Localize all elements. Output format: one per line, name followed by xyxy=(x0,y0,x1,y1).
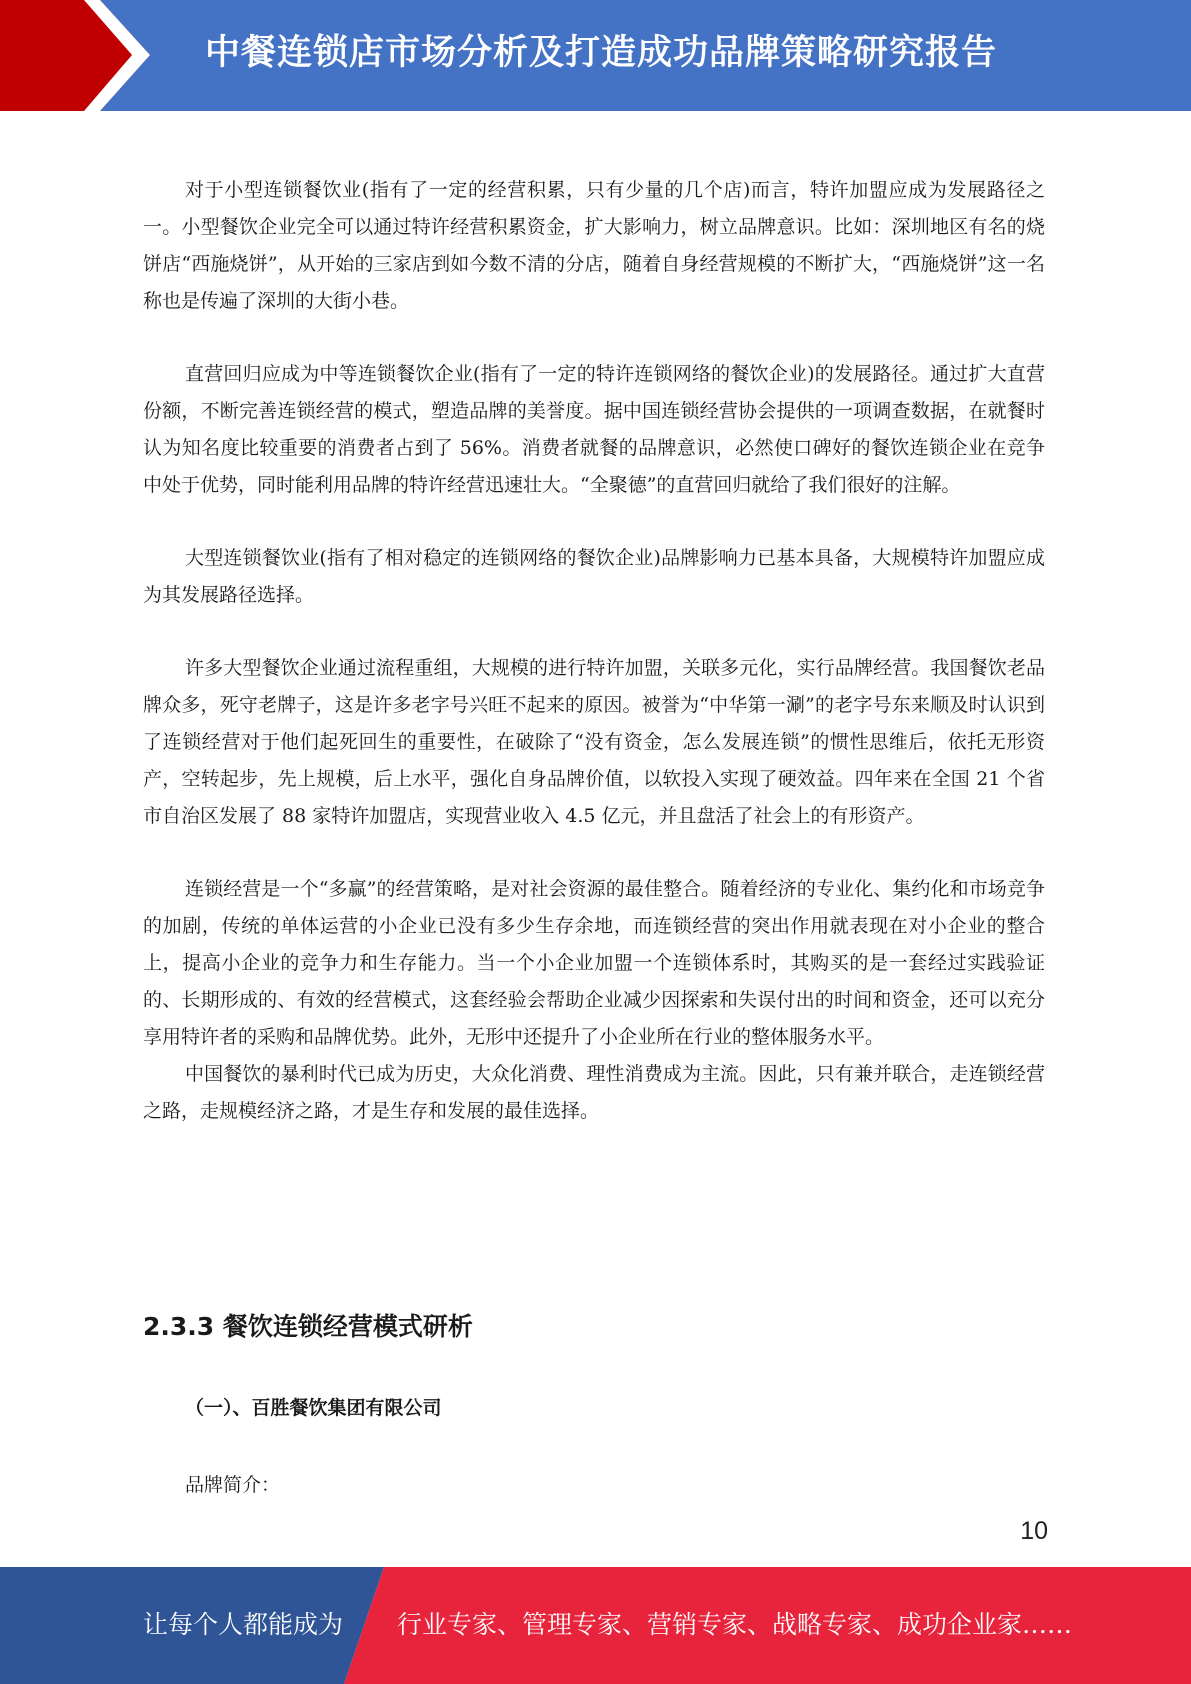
paragraph-medium-chains: 直营回归应成为中等连锁餐饮企业(指有了一定的特许连锁网络的餐饮企业)的发展路径。通过扩大直营份额，不断完善连锁经营的模式，塑造品牌的美誉度。据中国连锁经营协会提供的一项调查数据，在就餐时认为知名度比较重要的消费者占到了 56%。消费者就餐的品牌意识，必然使口碑好的餐饮连锁企业在竞争中处于优势，同时能利用品牌的特许经营迅速壮大。“全聚德”的直营回归就给了我们很好的注解。 xyxy=(143,363,1045,496)
subsection-heading: （一）、百胜餐饮集团有限公司 xyxy=(185,1397,442,1419)
brand-intro-label: 品牌简介： xyxy=(185,1474,281,1496)
section-heading: 2.3.3 餐饮连锁经营模式研析 xyxy=(143,1312,473,1341)
paragraph-franchise-restructuring: 许多大型餐饮企业通过流程重组，大规模的进行特许加盟，关联多元化，实行品牌经营。我国餐饮老品牌众多，死守老牌子，这是许多老字号兴旺不起来的原因。被誉为“中华第一涮”的老字号东来顺及时认识到了连锁经营对于他们起死回生的重要性，在破除了“没有资金，怎么发展连锁”的惯性思维后，依托无形资产，空转起步，先上规模，后上水平，强化自身品牌价值，以软投入实现了硬效益。四年来在全国 21 个省市自治区发展了 88 家特许加盟店，实现营业收入 4.5 亿元，并且盘活了社会上的有形资产。 xyxy=(143,657,1045,827)
report-title: 中餐连锁店市场分析及打造成功品牌策略研究报告 xyxy=(205,33,998,73)
paragraph-win-win-strategy: 连锁经营是一个“多赢”的经营策略，是对社会资源的最佳整合。随着经济的专业化、集约化和市场竞争的加剧，传统的单体运营的小企业已没有多少生存余地，而连锁经营的突出作用就表现在对小企业的整合上，提高小企业的竞争力和生存能力。当一个小企业加盟一个连锁体系时，其购买的是一套经过实践验证的、长期形成的、有效的经营模式，这套经验会帮助企业减少因探索和失误付出的时间和资金，还可以充分享用特许者的采购和品牌优势。此外，无形中还提升了小企业所在行业的整体服务水平。 xyxy=(143,878,1045,1048)
paragraph-small-chains: 对于小型连锁餐饮业(指有了一定的经营积累，只有少量的几个店)而言，特许加盟应成为发展路径之一。小型餐饮企业完全可以通过特许经营积累资金，扩大影响力，树立品牌意识。比如：深圳地区有名的烧饼店“西施烧饼”，从开始的三家店到如今数不清的分店，随着自身经营规模的不断扩大，“西施烧饼”这一名称也是传遍了深圳的大街小巷。 xyxy=(143,179,1045,312)
page-header xyxy=(0,0,1191,111)
body-text xyxy=(143,172,1045,1130)
paragraph-conclusion: 中国餐饮的暴利时代已成为历史，大众化消费、理性消费成为主流。因此，只有兼并联合，走连锁经营之路，走规模经济之路，才是生存和发展的最佳选择。 xyxy=(143,1063,1045,1122)
footer-slogan-left: 让每个人都能成为 xyxy=(143,1610,344,1639)
paragraph-large-chains: 大型连锁餐饮业(指有了相对稳定的连锁网络的餐饮企业)品牌影响力已基本具备，大规模特许加盟应成为其发展路径选择。 xyxy=(143,547,1045,606)
footer-slogan-right: 行业专家、管理专家、营销专家、战略专家、成功企业家…… xyxy=(397,1610,1073,1639)
page-footer xyxy=(0,1567,1191,1684)
page-number: 10 xyxy=(1020,1517,1048,1545)
